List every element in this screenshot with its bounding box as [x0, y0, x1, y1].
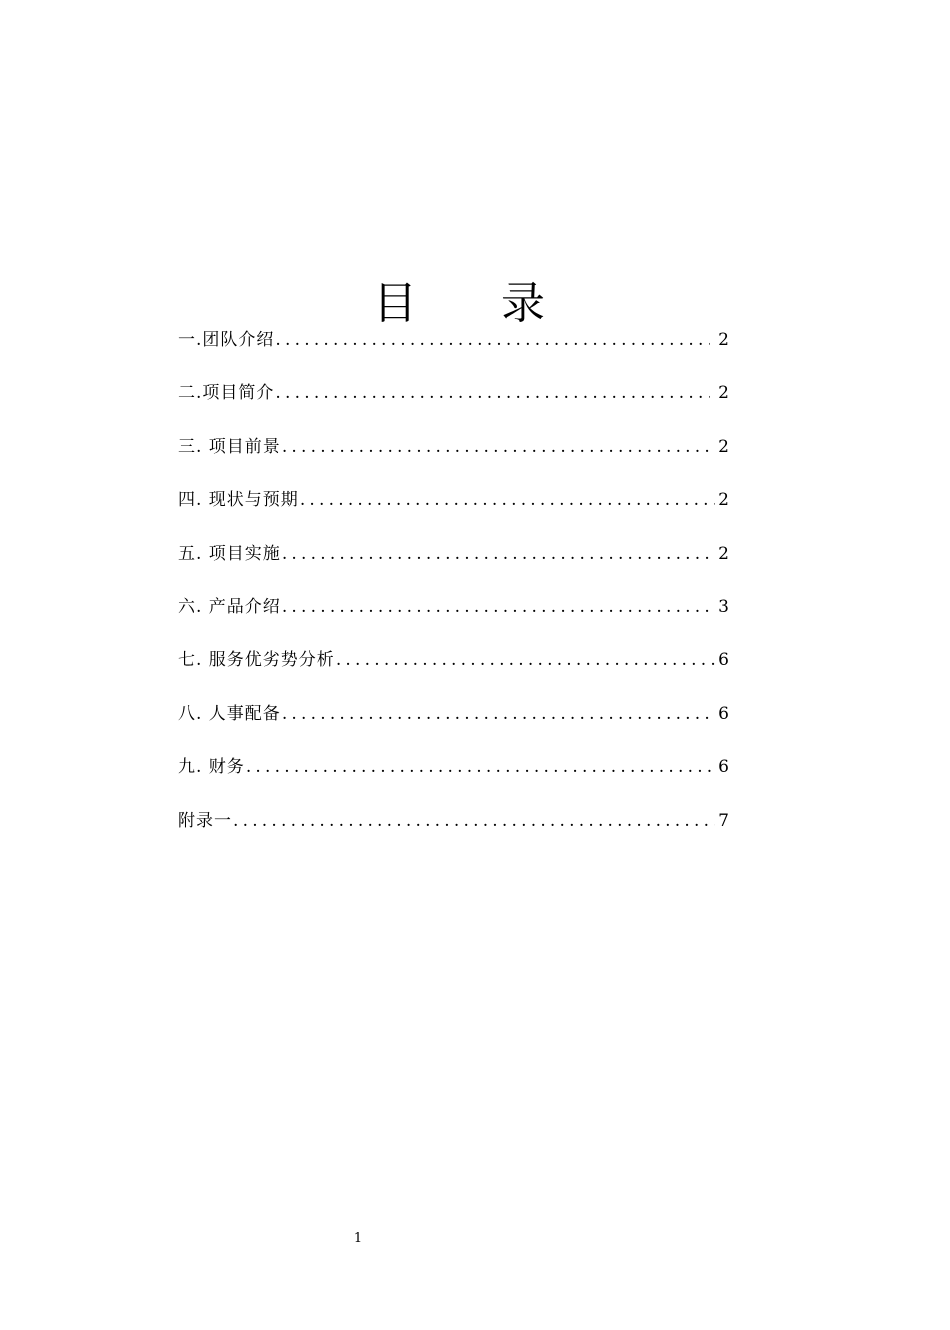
- toc-entry-label: 四. 现状与预期: [178, 490, 299, 511]
- toc-entry-label: 九. 财务: [178, 757, 245, 778]
- dot-leader: [233, 807, 715, 835]
- toc-entry-staffing[interactable]: [178, 700, 730, 753]
- toc-title-right: 录: [501, 278, 545, 329]
- toc-entry-status-expectation[interactable]: [178, 486, 730, 539]
- dot-leader: [300, 486, 715, 514]
- toc-entry-page: 3: [718, 596, 730, 617]
- toc-entry-page: 2: [718, 436, 730, 457]
- toc-entry-product-intro[interactable]: [178, 593, 730, 646]
- toc-entry-label: 二.项目简介: [178, 383, 275, 404]
- toc-title-left: 目: [373, 278, 417, 329]
- toc-entry-label: 七. 服务优劣势分析: [178, 650, 335, 671]
- toc-entry-finance[interactable]: [178, 753, 730, 806]
- toc-entry-label: 三. 项目前景: [178, 436, 281, 457]
- toc-entry-swot[interactable]: [178, 646, 730, 699]
- dot-leader: [282, 700, 715, 728]
- toc-entry-label: 五. 项目实施: [178, 543, 281, 564]
- toc-entry-label: 八. 人事配备: [178, 703, 281, 724]
- toc-entry-label: 附录一: [178, 810, 232, 831]
- toc-entry-page: 2: [718, 543, 730, 564]
- dot-leader: [246, 753, 715, 781]
- toc-entry-page: 2: [718, 490, 730, 511]
- dot-leader: [282, 540, 715, 568]
- toc-entry-page: 6: [718, 650, 730, 671]
- toc-entry-implementation[interactable]: [178, 540, 730, 593]
- toc-entry-team[interactable]: [178, 326, 730, 379]
- toc-entry-label: 一.团队介绍: [178, 330, 275, 350]
- toc-entry-project-outlook[interactable]: [178, 433, 730, 486]
- dot-leader: [336, 646, 715, 674]
- toc-entry-page: 6: [718, 703, 730, 724]
- toc-entry-project-intro[interactable]: [178, 379, 730, 432]
- toc-entry-page: 2: [718, 330, 730, 350]
- toc-entry-page: 7: [718, 810, 730, 831]
- dot-leader: [275, 379, 710, 407]
- dot-leader: [282, 593, 715, 621]
- toc-entry-label: 六. 产品介绍: [178, 596, 281, 617]
- toc-entry-page: 6: [718, 757, 730, 778]
- dot-leader: [275, 326, 710, 354]
- page-number: 1: [353, 1231, 363, 1246]
- toc-list: [178, 326, 730, 860]
- dot-leader: [282, 433, 715, 461]
- toc-entry-appendix-one[interactable]: [178, 807, 730, 860]
- toc-entry-page: 2: [718, 383, 730, 404]
- toc-title: [0, 278, 918, 330]
